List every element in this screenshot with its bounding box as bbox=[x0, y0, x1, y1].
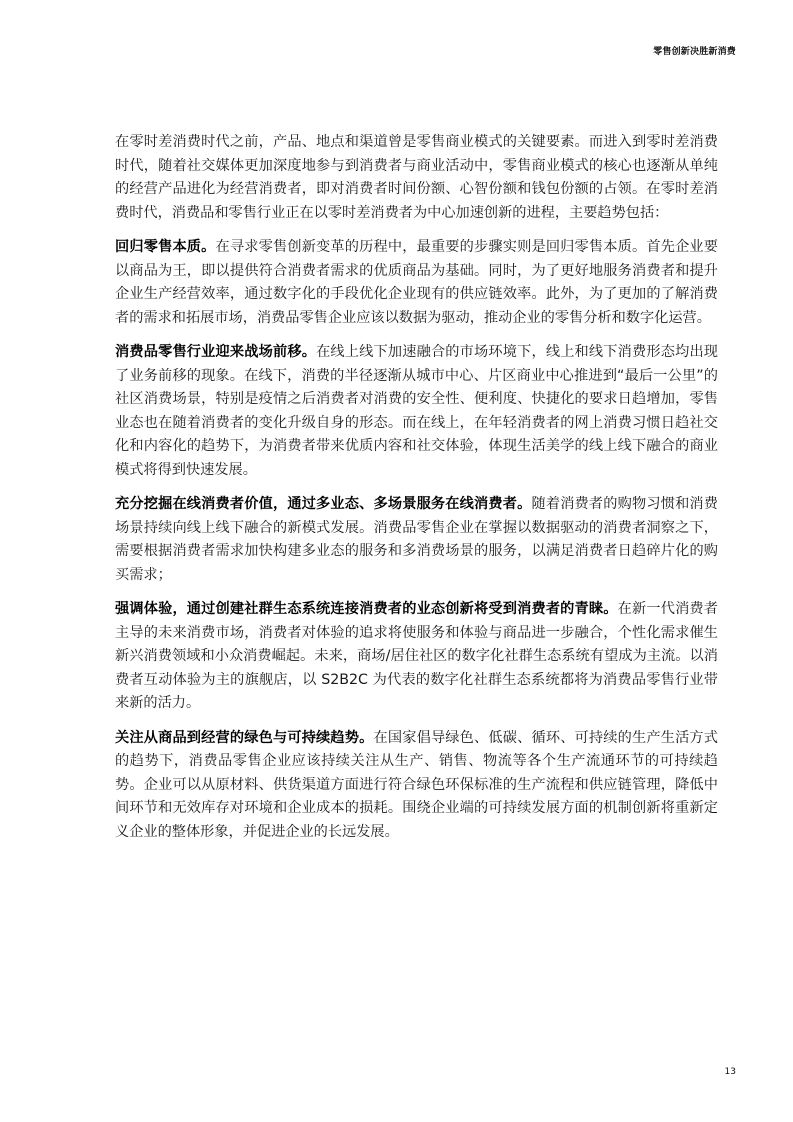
trend-paragraph-2 bbox=[115, 341, 718, 482]
trend-heading-2: 消费品零售行业迎来战场前移。 bbox=[115, 344, 317, 360]
trend-text-2: 在线上线下加速融合的市场环境下，线上和线下消费形态均出现了业务前移的现象。在线下，消费的半径逐渐从城市中心、片区商业中心推进到“最后一公里”的社区消费场景，特别是疫情之后消费者对消费的安全性、便利度、快捷化的要求日趋增加，零售业态也在随着消费者的变化升级自身的形态。而在线上，在年轻消费者的网上消费习惯日趋社交化和内容化的趋势下，为消费者带来优质内容和社交体验，体现生活美学的线上线下融合的商业模式将得到快速发展。 bbox=[115, 344, 718, 478]
trend-heading-5: 关注从商品到经营的绿色与可持续趋势。 bbox=[115, 729, 374, 746]
trend-text-3: 随着消费者的购物习惯和消费场景持续向线上线下融合的新模式发展。消费品零售企业在掌握以数据驱动的消费者洞察之下，需要根据消费者需求加快构建多业态的服务和多消费场景的服务，以满足消费者日趋碎片化的购买需求； bbox=[115, 496, 718, 583]
trend-paragraph-3 bbox=[115, 493, 718, 587]
page-number: 13 bbox=[724, 1067, 736, 1077]
trend-paragraph-5 bbox=[115, 727, 718, 845]
trend-text-5: 在国家倡导绿色、低碳、循环、可持续的生产生活方式的趋势下，消费品零售企业应该持续关注从生产、销售、物流等各个生产流通环节的可持续趋势。企业可以从原材料、供货渠道方面进行符合绿色环保标准的生产流程和供应链管理，降低中间环节和无效库存对环境和企业成本的损耗。围绕企业端的可持续发展方面的机制创新将重新定义企业的整体形象，并促进企业的长远发展。 bbox=[115, 729, 718, 840]
trend-text-4: 在新一代消费者主导的未来消费市场，消费者对体验的追求将使服务和体验与商品进一步融合，个性化需求催生新兴消费领域和小众消费崛起。未来，商场/居住社区的数字化社群生态系统有望成为主流。以消费者互动体验为主的旗舰店，以 S2B2C 为代表的数字化社群生态系统都将为消费品零售行业带来新的活力。 bbox=[115, 601, 718, 711]
trend-heading-4: 强调体验，通过创建社群生态系统连接消费者的业态创新将受到消费者的青睐。 bbox=[115, 601, 618, 617]
trend-paragraph-4 bbox=[115, 598, 718, 716]
trend-heading-3: 充分挖掘在线消费者价值，通过多业态、多场景服务在线消费者。 bbox=[115, 496, 532, 512]
trend-paragraph-1 bbox=[115, 236, 718, 330]
main-content bbox=[115, 131, 718, 855]
running-header: 零售创新决胜新消费 bbox=[653, 47, 736, 57]
trend-heading-1: 回归零售本质。 bbox=[115, 239, 216, 255]
intro-paragraph: 在零时差消费时代之前，产品、地点和渠道曾是零售商业模式的关键要素。而进入到零时差消费时代，随着社交媒体更加深度地参与到消费者与商业活动中，零售商业模式的核心也逐渐从单纯的经营产品进化为经营消费者，即对消费者时间份额、心智份额和钱包份额的占领。在零时差消费时代，消费品和零售行业正在以零时差消费者为中心加速创新的进程，主要趋势包括： bbox=[115, 134, 718, 221]
trend-text-1: 在寻求零售创新变革的历程中，最重要的步骤实则是回归零售本质。首先企业要以商品为王，即以提供符合消费者需求的优质商品为基础。同时，为了更好地服务消费者和提升企业生产经营效率，通过数字化的手段优化企业现有的供应链效率。此外，为了更加的了解消费者的需求和拓展市场，消费品零售企业应该以数据为驱动，推动企业的零售分析和数字化运营。 bbox=[115, 239, 718, 326]
